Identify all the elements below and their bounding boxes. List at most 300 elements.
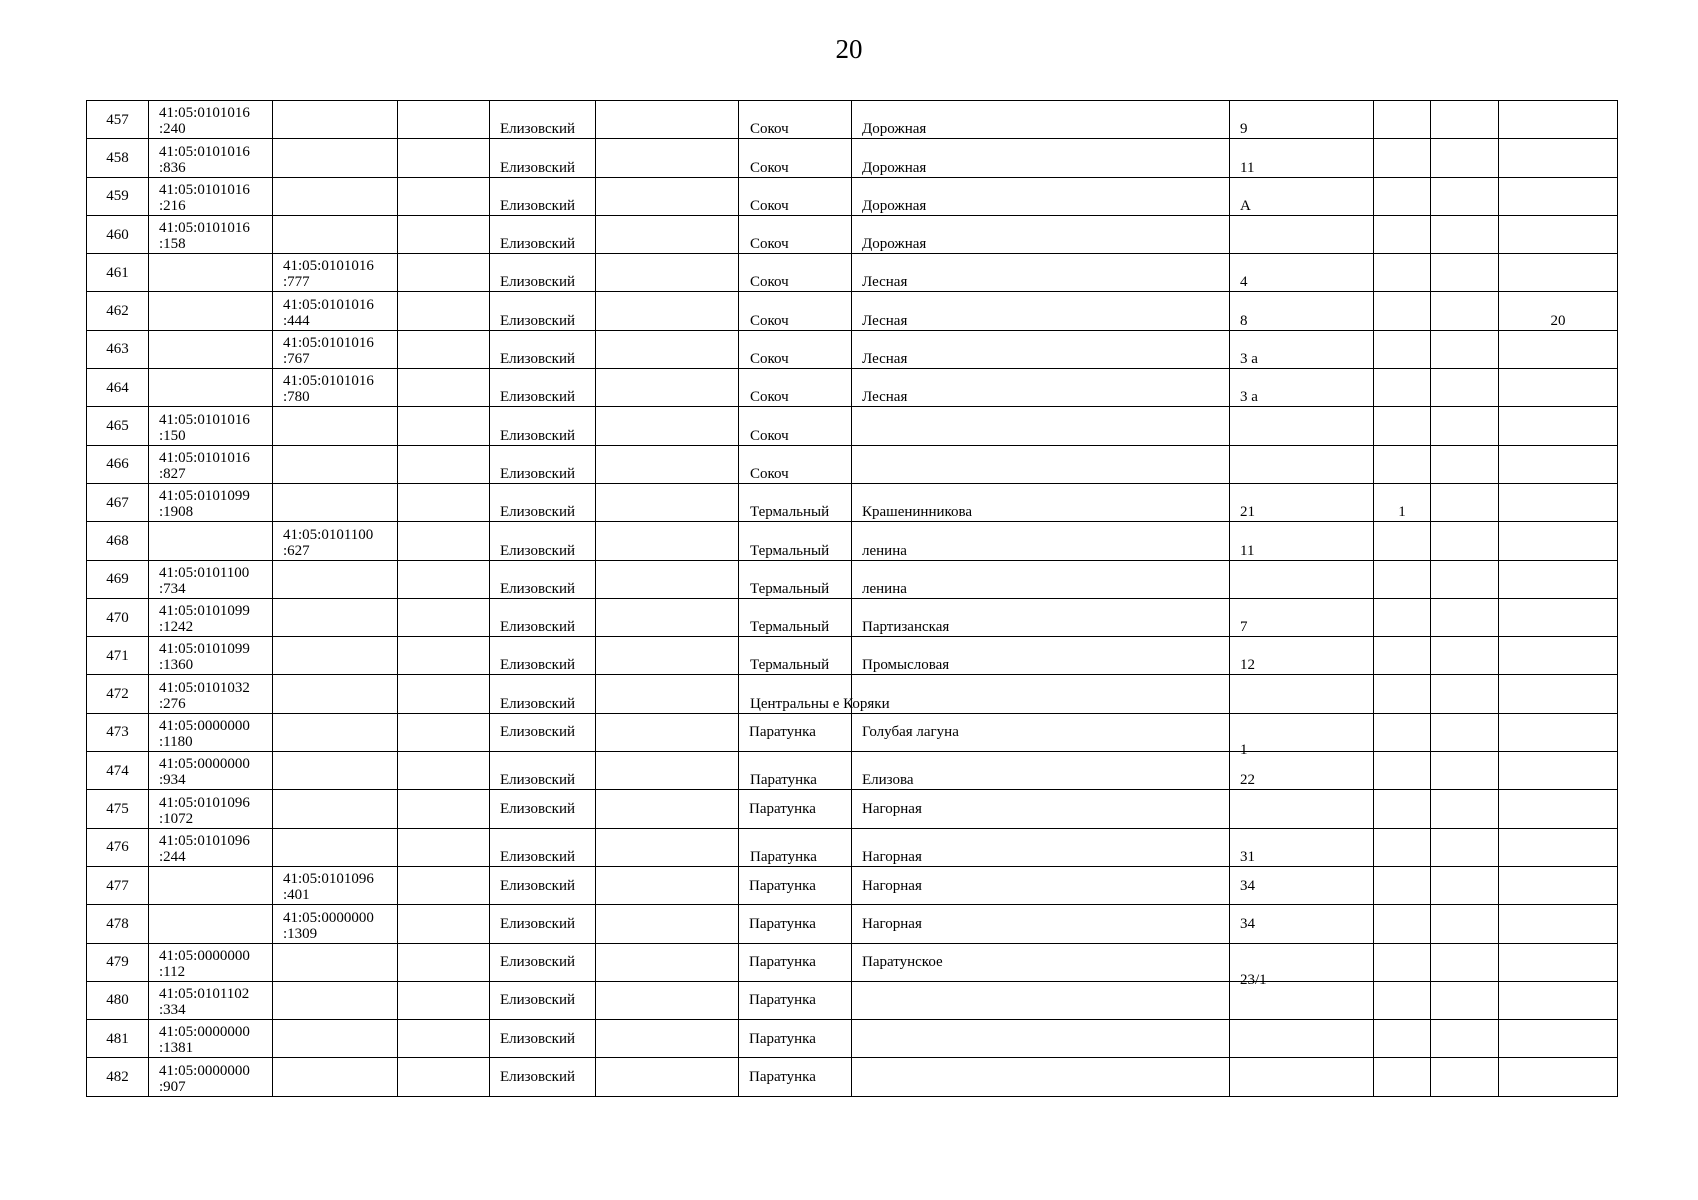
empty-cell [398,1020,490,1058]
district-cell: Елизовский [490,254,596,292]
district-cell: Елизовский [490,675,596,713]
extra-value-cell [1499,369,1618,407]
settlement-cell: Паратунка [739,713,852,751]
table-row [87,752,1618,790]
house-number-cell: 12 [1230,637,1374,675]
extra-number-cell [1374,675,1431,713]
settlement-cell: Центральны е Коряки [739,675,852,713]
cadastral-number-alt-cell [273,445,398,483]
settlement-cell: Сокоч [739,292,852,330]
cadastral-number-cell-line: :112 [159,963,186,980]
cadastral-number-cell [149,369,273,407]
district-cell: Елизовский [490,215,596,253]
empty-cell [596,675,739,713]
row-number-cell: 457 [87,101,149,139]
row-number-cell: 466 [87,445,149,483]
table-row [87,713,1618,751]
house-number-cell: 3 а [1230,369,1374,407]
cadastral-number-alt-cell-line: 41:05:0101016 [283,258,374,275]
registry-table [86,100,1618,1097]
extra-number-cell [1374,369,1431,407]
cadastral-number-cell [149,675,273,713]
cadastral-number-alt-cell [273,905,398,943]
empty-cell [1431,483,1499,521]
empty-cell [1431,866,1499,904]
table-row [87,215,1618,253]
table-row [87,177,1618,215]
street-cell: Дорожная [852,101,1230,139]
cadastral-number-alt-cell [273,292,398,330]
house-number-cell [1230,560,1374,598]
cadastral-number-alt-cell [273,1058,398,1096]
empty-cell [398,560,490,598]
cadastral-number-cell-line: 41:05:0000000 [159,1062,250,1079]
district-cell: Елизовский [490,330,596,368]
extra-value-cell [1499,139,1618,177]
cadastral-number-cell-line: 41:05:0101016 [159,143,250,160]
empty-cell [398,905,490,943]
cadastral-number-alt-cell-line: :777 [283,274,310,291]
house-number-cell-text: 1 [1240,742,1248,759]
row-number-cell: 464 [87,369,149,407]
extra-value-cell [1499,752,1618,790]
street-cell [852,407,1230,445]
table-row [87,1020,1618,1058]
row-number-cell: 459 [87,177,149,215]
empty-cell [398,177,490,215]
empty-cell [596,1020,739,1058]
extra-number-cell [1374,215,1431,253]
district-cell: Елизовский [490,828,596,866]
table-row [87,598,1618,636]
empty-cell [1431,905,1499,943]
cadastral-number-cell [149,292,273,330]
empty-cell [1431,560,1499,598]
street-cell [852,445,1230,483]
empty-cell [1431,330,1499,368]
row-number-cell: 470 [87,598,149,636]
cadastral-number-alt-cell [273,1020,398,1058]
empty-cell [1431,675,1499,713]
empty-cell [1431,215,1499,253]
street-cell: Крашенинникова [852,483,1230,521]
empty-cell [398,369,490,407]
settlement-cell: Сокоч [739,369,852,407]
empty-cell [596,292,739,330]
row-number-cell: 458 [87,139,149,177]
district-cell: Елизовский [490,177,596,215]
extra-number-cell [1374,1058,1431,1096]
extra-number-cell [1374,637,1431,675]
district-cell: Елизовский [490,866,596,904]
empty-cell [1431,407,1499,445]
table-row [87,905,1618,943]
row-number-cell: 461 [87,254,149,292]
empty-cell [596,828,739,866]
house-number-cell [1230,713,1374,759]
cadastral-number-alt-cell [273,177,398,215]
street-cell: Голубая лагуна [852,713,1230,751]
empty-cell [596,215,739,253]
cadastral-number-cell-line: 41:05:0101099 [159,603,250,620]
row-number-cell: 475 [87,790,149,828]
settlement-cell: Сокоч [739,330,852,368]
empty-cell [1431,981,1499,1019]
house-number-cell: 11 [1230,139,1374,177]
empty-cell [1431,1020,1499,1058]
empty-cell [1431,445,1499,483]
cadastral-number-alt-cell-line: 41:05:0000000 [283,909,374,926]
cadastral-number-cell-line: :934 [159,772,186,789]
cadastral-number-cell-line: :1242 [159,619,194,636]
row-number-cell: 465 [87,407,149,445]
cadastral-number-alt-cell-line: :780 [283,389,310,406]
extra-number-cell [1374,101,1431,139]
cadastral-number-alt-cell [273,101,398,139]
extra-number-cell [1374,254,1431,292]
street-cell: Дорожная [852,139,1230,177]
cadastral-number-alt-cell [273,407,398,445]
cadastral-number-cell-line: 41:05:0101099 [159,488,250,505]
cadastral-number-alt-cell [273,637,398,675]
cadastral-number-alt-cell-line: :1309 [283,925,318,942]
district-cell: Елизовский [490,637,596,675]
cadastral-number-cell [149,752,273,790]
cadastral-number-cell-line: :827 [159,465,186,482]
settlement-cell: Термальный [739,598,852,636]
extra-value-cell [1499,866,1618,904]
cadastral-number-cell-line: :240 [159,121,186,138]
cadastral-number-alt-cell-line: 41:05:0101016 [283,335,374,352]
empty-cell [596,713,739,751]
empty-cell [398,675,490,713]
cadastral-number-alt-cell-line: 41:05:0101100 [283,526,374,543]
house-number-cell [1230,215,1374,253]
settlement-cell: Термальный [739,483,852,521]
empty-cell [596,1058,739,1096]
house-number-cell: 21 [1230,483,1374,521]
house-number-cell [1230,790,1374,828]
extra-value-cell [1499,713,1618,751]
table-row [87,407,1618,445]
empty-cell [1431,292,1499,330]
settlement-cell: Термальный [739,522,852,560]
cadastral-number-cell [149,139,273,177]
table-row [87,483,1618,521]
cadastral-number-cell [149,407,273,445]
cadastral-number-alt-cell-line: :401 [283,887,310,904]
empty-cell [596,139,739,177]
extra-number-cell [1374,292,1431,330]
table-row [87,828,1618,866]
row-number-cell: 460 [87,215,149,253]
settlement-cell: Паратунка [739,1020,852,1058]
extra-number-cell [1374,752,1431,790]
empty-cell [596,177,739,215]
extra-number-cell [1374,139,1431,177]
house-number-cell [1230,1020,1374,1058]
house-number-cell: А [1230,177,1374,215]
empty-cell [596,752,739,790]
table-row [87,522,1618,560]
empty-cell [596,905,739,943]
cadastral-number-cell-line: 41:05:0101016 [159,181,250,198]
street-cell [852,981,1230,1019]
settlement-cell: Паратунка [739,752,852,790]
row-number-cell: 472 [87,675,149,713]
empty-cell [596,483,739,521]
house-number-cell: 31 [1230,828,1374,866]
street-cell: Нагорная [852,905,1230,943]
row-number-cell: 468 [87,522,149,560]
street-cell: Нагорная [852,828,1230,866]
empty-cell [1431,943,1499,981]
extra-value-cell [1499,254,1618,292]
settlement-cell: Сокоч [739,177,852,215]
empty-cell [398,828,490,866]
extra-value-cell [1499,598,1618,636]
cadastral-number-cell-line: :1072 [159,810,194,827]
district-cell: Елизовский [490,752,596,790]
table-row [87,369,1618,407]
district-cell: Елизовский [490,790,596,828]
empty-cell [398,866,490,904]
cadastral-number-cell [149,101,273,139]
house-number-cell-text: 23/1 [1240,971,1267,988]
extra-value-cell [1499,943,1618,981]
street-cell: Нагорная [852,790,1230,828]
table-row [87,560,1618,598]
cadastral-number-alt-cell [273,369,398,407]
extra-value-cell [1499,637,1618,675]
street-cell: Промысловая [852,637,1230,675]
cadastral-number-cell-line: :907 [159,1078,186,1095]
table-row [87,1058,1618,1096]
district-cell: Елизовский [490,292,596,330]
street-cell: Лесная [852,292,1230,330]
cadastral-number-cell [149,905,273,943]
district-cell: Елизовский [490,369,596,407]
cadastral-number-cell [149,598,273,636]
cadastral-number-cell-line: 41:05:0101016 [159,105,250,122]
cadastral-number-cell [149,828,273,866]
cadastral-number-cell-line: :1381 [159,1040,194,1057]
cadastral-number-alt-cell [273,598,398,636]
street-cell: Дорожная [852,215,1230,253]
cadastral-number-cell-line: 41:05:0101096 [159,832,250,849]
settlement-cell: Паратунка [739,981,852,1019]
cadastral-number-alt-cell [273,790,398,828]
cadastral-number-cell [149,713,273,751]
empty-cell [398,139,490,177]
street-cell: Паратунское [852,943,1230,981]
street-cell: Партизанская [852,598,1230,636]
extra-value-cell [1499,407,1618,445]
row-number-cell: 462 [87,292,149,330]
extra-number-cell [1374,560,1431,598]
extra-value-cell [1499,560,1618,598]
empty-cell [596,560,739,598]
row-number-cell: 481 [87,1020,149,1058]
cadastral-number-cell [149,790,273,828]
extra-number-cell [1374,1020,1431,1058]
row-number-cell: 471 [87,637,149,675]
extra-number-cell [1374,598,1431,636]
empty-cell [596,522,739,560]
table-row [87,101,1618,139]
empty-cell [596,790,739,828]
empty-cell [1431,177,1499,215]
row-number-cell: 476 [87,828,149,866]
empty-cell [398,943,490,981]
extra-value-cell [1499,483,1618,521]
empty-cell [398,598,490,636]
extra-number-cell [1374,445,1431,483]
extra-number-cell [1374,177,1431,215]
empty-cell [596,598,739,636]
cadastral-number-cell-line: :244 [159,848,186,865]
cadastral-number-alt-cell-line: :444 [283,312,310,329]
cadastral-number-alt-cell-line: 41:05:0101016 [283,296,374,313]
cadastral-number-cell-line: :158 [159,236,186,253]
cadastral-number-cell-line: 41:05:0000000 [159,947,250,964]
empty-cell [1431,369,1499,407]
empty-cell [596,101,739,139]
empty-cell [398,215,490,253]
extra-number-cell [1374,981,1431,1019]
extra-value-cell [1499,1020,1618,1058]
cadastral-number-cell [149,943,273,981]
district-cell: Елизовский [490,560,596,598]
house-number-cell [1230,1058,1374,1096]
extra-value-cell [1499,828,1618,866]
settlement-cell: Паратунка [739,1058,852,1096]
cadastral-number-cell [149,483,273,521]
cadastral-number-cell-line: 41:05:0101032 [159,679,250,696]
cadastral-number-alt-cell-line: :767 [283,351,310,368]
empty-cell [1431,752,1499,790]
extra-value-cell [1499,101,1618,139]
extra-value-cell [1499,215,1618,253]
district-cell: Елизовский [490,1058,596,1096]
settlement-cell: Сокоч [739,139,852,177]
cadastral-number-cell-line: :334 [159,1002,186,1019]
table-row [87,330,1618,368]
empty-cell [398,790,490,828]
district-cell: Елизовский [490,905,596,943]
row-number-cell: 469 [87,560,149,598]
empty-cell [1431,254,1499,292]
cadastral-number-cell-line: 41:05:0101100 [159,564,250,581]
cadastral-number-cell-line: :1180 [159,734,193,751]
house-number-cell: 34 [1230,905,1374,943]
cadastral-number-cell [149,215,273,253]
house-number-cell: 34 [1230,866,1374,904]
table-row [87,790,1618,828]
cadastral-number-cell-line: 41:05:0101016 [159,411,250,428]
extra-number-cell [1374,713,1431,751]
street-cell: ленина [852,560,1230,598]
street-cell: Лесная [852,330,1230,368]
district-cell: Елизовский [490,598,596,636]
empty-cell [398,254,490,292]
empty-cell [1431,522,1499,560]
empty-cell [398,407,490,445]
cadastral-number-cell-line: 41:05:0101016 [159,220,250,237]
settlement-cell: Термальный [739,637,852,675]
cadastral-number-cell-line: :1908 [159,504,194,521]
empty-cell [1431,598,1499,636]
street-cell: ленина [852,522,1230,560]
row-number-cell: 473 [87,713,149,751]
cadastral-number-cell [149,522,273,560]
cadastral-number-cell-line: :836 [159,159,186,176]
district-cell: Елизовский [490,1020,596,1058]
house-number-cell: 3 а [1230,330,1374,368]
settlement-cell: Паратунка [739,943,852,981]
cadastral-number-cell-line: :734 [159,580,186,597]
settlement-cell: Сокоч [739,445,852,483]
empty-cell [398,292,490,330]
empty-cell [1431,828,1499,866]
empty-cell [398,1058,490,1096]
street-cell: Дорожная [852,177,1230,215]
house-number-cell [1230,943,1374,988]
row-number-cell: 477 [87,866,149,904]
extra-value-cell [1499,1058,1618,1096]
extra-value-cell [1499,905,1618,943]
cadastral-number-cell [149,1020,273,1058]
table-row [87,139,1618,177]
cadastral-number-alt-cell [273,713,398,751]
extra-value-cell [1499,522,1618,560]
table-row [87,254,1618,292]
empty-cell [398,713,490,751]
empty-cell [596,407,739,445]
district-cell: Елизовский [490,445,596,483]
empty-cell [398,330,490,368]
cadastral-number-cell [149,981,273,1019]
extra-value-cell [1499,445,1618,483]
empty-cell [398,101,490,139]
house-number-cell: 22 [1230,752,1374,790]
cadastral-number-cell-line: :1360 [159,657,194,674]
cadastral-number-alt-cell-line: :627 [283,542,310,559]
cadastral-number-alt-cell-line: 41:05:0101096 [283,871,374,888]
house-number-cell [1230,407,1374,445]
row-number-cell: 463 [87,330,149,368]
empty-cell [398,445,490,483]
row-number-cell: 480 [87,981,149,1019]
settlement-cell: Паратунка [739,905,852,943]
cadastral-number-cell [149,560,273,598]
page-number: 20 [835,34,863,64]
extra-number-cell [1374,790,1431,828]
cadastral-number-alt-cell [273,139,398,177]
cadastral-number-cell-line: :150 [159,427,186,444]
house-number-cell: 4 [1230,254,1374,292]
cadastral-number-alt-cell [273,943,398,981]
table-row [87,675,1618,713]
cadastral-number-alt-cell [273,866,398,904]
empty-cell [1431,1058,1499,1096]
empty-cell [1431,790,1499,828]
house-number-cell [1230,445,1374,483]
cadastral-number-cell [149,330,273,368]
cadastral-number-alt-cell [273,560,398,598]
empty-cell [398,522,490,560]
cadastral-number-alt-cell [273,522,398,560]
